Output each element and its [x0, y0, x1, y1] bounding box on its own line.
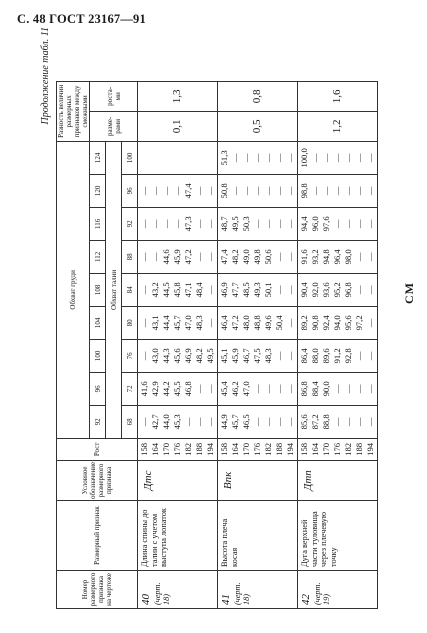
value: 44,6 — [160, 249, 171, 265]
value: 94,0 — [331, 315, 342, 331]
chest-size-108: 108 — [90, 273, 106, 306]
height-list — [218, 438, 298, 460]
height-value: 158 — [139, 442, 150, 456]
height-value: 158 — [219, 442, 230, 456]
value: — — [139, 417, 150, 427]
value: 100,0 — [299, 148, 310, 168]
value: 49,3 — [251, 282, 262, 298]
value: 45,4 — [219, 381, 230, 397]
value: 43,0 — [150, 348, 161, 364]
value: 51,3 — [219, 150, 230, 166]
value: 49,6 — [262, 315, 273, 331]
value: 45,5 — [171, 381, 182, 397]
value: 46,8 — [182, 381, 193, 397]
value: 47,0 — [182, 315, 193, 331]
value: 49,0 — [240, 249, 251, 265]
value: 50,8 — [219, 183, 230, 199]
value: — — [353, 186, 364, 196]
value: 42,7 — [150, 414, 161, 430]
value: 94,4 — [299, 216, 310, 232]
value: — — [273, 417, 284, 427]
waist-size-80: 80 — [122, 306, 138, 339]
height-value: 176 — [331, 442, 342, 456]
value-cell — [298, 240, 378, 273]
value: 44,2 — [160, 381, 171, 397]
value: 46,9 — [219, 282, 230, 298]
table-row — [298, 81, 378, 608]
chest-size-112: 112 — [90, 240, 106, 273]
value: 92,4 — [320, 315, 331, 331]
height-list — [298, 438, 378, 460]
value: 48,8 — [251, 315, 262, 331]
value: — — [273, 186, 284, 196]
height-value: 170 — [160, 442, 171, 456]
value: — — [364, 153, 375, 163]
height-value: 170 — [320, 442, 331, 456]
value: 92,0 — [310, 282, 321, 298]
value: 47,0 — [240, 381, 251, 397]
col-num-header: Номер размерного признака на чертеже — [57, 571, 138, 609]
value — [206, 143, 217, 173]
value-cell — [138, 240, 218, 273]
value: — — [310, 153, 321, 163]
value-cell — [138, 174, 218, 207]
value: 47,2 — [182, 249, 193, 265]
value: 91,6 — [299, 249, 310, 265]
value-cell — [218, 141, 298, 174]
feature-name: Длина спины до талии с учетом выступа лопаток — [138, 501, 218, 571]
waist-size-76: 76 — [122, 339, 138, 372]
chest-size-96: 96 — [90, 372, 106, 405]
value: — — [320, 153, 331, 163]
value: — — [284, 186, 295, 196]
value: — — [171, 186, 182, 196]
value: 95,6 — [342, 315, 353, 331]
value: 47,5 — [251, 348, 262, 364]
value: 96,8 — [342, 282, 353, 298]
sm-label: СМ — [402, 282, 416, 304]
value: — — [284, 351, 295, 361]
value: — — [139, 351, 150, 361]
value: — — [273, 219, 284, 229]
value: 47,4 — [182, 183, 193, 199]
value: — — [204, 384, 215, 394]
feature-name: Высота плеча косая — [218, 501, 298, 571]
height-value: 170 — [240, 442, 251, 456]
value: — — [193, 252, 204, 262]
value: 46,7 — [240, 348, 251, 364]
value: 50,3 — [240, 216, 251, 232]
value: 86,4 — [299, 348, 310, 364]
value: 44,4 — [160, 315, 171, 331]
value: — — [273, 384, 284, 394]
value: 47,4 — [219, 249, 230, 265]
value: — — [310, 186, 321, 196]
value: — — [171, 219, 182, 229]
feature-symbol: Впк — [218, 460, 298, 500]
height-value: 176 — [251, 442, 262, 456]
value: — — [353, 285, 364, 295]
value: — — [364, 219, 375, 229]
value: 97,2 — [353, 315, 364, 331]
value: 45,6 — [171, 348, 182, 364]
height-value: 182 — [342, 442, 353, 456]
value: 50,1 — [262, 282, 273, 298]
height-value: 164 — [310, 442, 321, 456]
value: 47,2 — [230, 315, 241, 331]
feature-name: Дуга верхней части туловища через плечевую точку — [298, 501, 378, 571]
value: — — [331, 384, 342, 394]
height-value: 182 — [262, 442, 273, 456]
table-row — [218, 81, 298, 608]
value: — — [150, 186, 161, 196]
col-symbol-header: Условное обозначение размерного признака — [57, 460, 138, 500]
drawing-ref: (черт. 19) — [312, 582, 332, 605]
value: 86,8 — [299, 381, 310, 397]
feature-number — [298, 571, 378, 609]
feature-number-value: 40 — [140, 594, 153, 605]
value: 44,3 — [160, 348, 171, 364]
value-cell — [138, 207, 218, 240]
value: 50,6 — [262, 249, 273, 265]
value: — — [193, 417, 204, 427]
chest-size-124: 124 — [90, 141, 106, 174]
value: 45,7 — [230, 414, 241, 430]
value: 48,2 — [230, 249, 241, 265]
value: 48,3 — [193, 315, 204, 331]
waist-size-96: 96 — [122, 174, 138, 207]
value: 88,8 — [320, 414, 331, 430]
value — [151, 143, 162, 173]
value: 95,2 — [331, 282, 342, 298]
chest-size-100: 100 — [90, 339, 106, 372]
value: — — [273, 252, 284, 262]
feature-number — [138, 571, 218, 609]
value: 44,9 — [219, 414, 230, 430]
value: — — [364, 285, 375, 295]
value: 44,5 — [160, 282, 171, 298]
height-value: 158 — [299, 442, 310, 456]
value: — — [204, 417, 215, 427]
value: 96,4 — [331, 249, 342, 265]
value-cell — [298, 405, 378, 438]
chest-size-120: 120 — [90, 174, 106, 207]
girth-chest-header: Обхват груди — [57, 141, 90, 438]
diff-heights-header: роста-ми — [90, 81, 138, 111]
diff-sizes-header: разме-рами — [90, 111, 138, 141]
value: — — [204, 285, 215, 295]
value: — — [262, 219, 273, 229]
value: 45,1 — [219, 348, 230, 364]
value: — — [230, 153, 241, 163]
value: — — [204, 252, 215, 262]
value: 48,7 — [219, 216, 230, 232]
value: 45,8 — [171, 282, 182, 298]
value — [173, 143, 184, 173]
value: 91,2 — [331, 348, 342, 364]
value: 87,2 — [310, 414, 321, 430]
value: — — [262, 186, 273, 196]
value-cell — [218, 405, 298, 438]
diff-heights-value: 1,6 — [298, 81, 378, 111]
value: — — [139, 219, 150, 229]
value: — — [284, 219, 295, 229]
value: — — [251, 417, 262, 427]
drawing-ref: (черт. 18) — [152, 582, 172, 605]
value: 49,5 — [230, 216, 241, 232]
value: — — [353, 153, 364, 163]
height-value: 176 — [171, 442, 182, 456]
value: — — [353, 351, 364, 361]
value-cell — [138, 306, 218, 339]
height-value: 188 — [273, 442, 284, 456]
value: 50,4 — [273, 315, 284, 331]
value: 45,7 — [171, 315, 182, 331]
value: 44,0 — [160, 414, 171, 430]
waist-size-100: 100 — [122, 141, 138, 174]
value-cell — [218, 240, 298, 273]
value: 90,0 — [320, 381, 331, 397]
value: — — [262, 153, 273, 163]
value: 94,8 — [320, 249, 331, 265]
value-cell — [298, 207, 378, 240]
value: 93,6 — [320, 282, 331, 298]
value: — — [284, 417, 295, 427]
value-cell — [218, 372, 298, 405]
value: — — [353, 384, 364, 394]
height-value: 194 — [284, 442, 295, 456]
value: — — [262, 384, 273, 394]
value: — — [193, 219, 204, 229]
value: — — [342, 186, 353, 196]
value: 49,8 — [251, 249, 262, 265]
diff-sizes-value: 0,1 — [138, 111, 218, 141]
value: — — [182, 417, 193, 427]
value: 90,4 — [299, 282, 310, 298]
diff-sizes-value: 1,2 — [298, 111, 378, 141]
value: — — [262, 417, 273, 427]
value: 43,1 — [150, 315, 161, 331]
feature-number-value: 41 — [220, 594, 233, 605]
value: 93,2 — [310, 249, 321, 265]
chest-size-92: 92 — [90, 405, 106, 438]
value: 45,9 — [171, 249, 182, 265]
value: 46,5 — [240, 414, 251, 430]
value-cell — [298, 273, 378, 306]
height-value: 164 — [230, 442, 241, 456]
value: — — [284, 252, 295, 262]
value: — — [284, 384, 295, 394]
height-value: 194 — [204, 442, 215, 456]
value: — — [273, 285, 284, 295]
value: — — [240, 186, 251, 196]
value-cell — [218, 306, 298, 339]
col-height-header: Рост — [57, 438, 138, 460]
value-cell — [138, 339, 218, 372]
waist-size-84: 84 — [122, 273, 138, 306]
value-cell — [298, 141, 378, 174]
value: — — [342, 417, 353, 427]
value: — — [331, 417, 342, 427]
value: — — [251, 219, 262, 229]
waist-size-92: 92 — [122, 207, 138, 240]
continuation-label: Продолжение табл. 11 — [40, 27, 51, 125]
value: 92,8 — [342, 348, 353, 364]
value: — — [364, 417, 375, 427]
value: — — [364, 186, 375, 196]
value: — — [240, 153, 251, 163]
col-name-header: Размерный признак — [57, 501, 138, 571]
value: — — [320, 186, 331, 196]
feature-number-value: 42 — [300, 594, 313, 605]
value: 88,0 — [310, 348, 321, 364]
value: — — [353, 252, 364, 262]
value: 89,2 — [299, 315, 310, 331]
value: 47,7 — [230, 282, 241, 298]
value: 47,1 — [182, 282, 193, 298]
value-cell — [298, 306, 378, 339]
value: — — [139, 318, 150, 328]
value: 98,0 — [342, 249, 353, 265]
feature-number — [218, 571, 298, 609]
value: — — [364, 252, 375, 262]
value: 45,9 — [230, 348, 241, 364]
value: 90,8 — [310, 315, 321, 331]
value: 48,4 — [193, 282, 204, 298]
value: 46,2 — [230, 381, 241, 397]
value: 48,3 — [262, 348, 273, 364]
value: 47,3 — [182, 216, 193, 232]
value — [162, 143, 173, 173]
value: — — [353, 219, 364, 229]
value: — — [139, 186, 150, 196]
value: — — [331, 219, 342, 229]
rotated-content — [34, 23, 416, 609]
value: — — [284, 285, 295, 295]
waist-size-72: 72 — [122, 372, 138, 405]
value: — — [331, 186, 342, 196]
table-row — [138, 81, 218, 608]
value: 89,6 — [320, 348, 331, 364]
height-value: 164 — [150, 442, 161, 456]
chest-size-116: 116 — [90, 207, 106, 240]
value: — — [284, 153, 295, 163]
feature-symbol: Дтс — [138, 460, 218, 500]
value: — — [193, 384, 204, 394]
value — [140, 143, 151, 173]
value-cell — [218, 339, 298, 372]
value: 48,5 — [240, 282, 251, 298]
value-cell — [218, 273, 298, 306]
diff-group-header: Разность величин размерных признаков между смежными — [57, 81, 90, 141]
value — [195, 143, 206, 173]
value: — — [364, 318, 375, 328]
value: 48,2 — [193, 348, 204, 364]
diff-heights-value: 0,8 — [218, 81, 298, 111]
chest-size-104: 104 — [90, 306, 106, 339]
value: — — [251, 186, 262, 196]
value: — — [331, 153, 342, 163]
value-cell — [298, 372, 378, 405]
height-value: 182 — [182, 442, 193, 456]
height-value: 188 — [193, 442, 204, 456]
value-cell — [298, 174, 378, 207]
value-cell — [138, 405, 218, 438]
value: — — [342, 384, 353, 394]
value: — — [364, 351, 375, 361]
value-cell — [298, 339, 378, 372]
value: — — [273, 153, 284, 163]
value: 46,9 — [182, 348, 193, 364]
height-list — [138, 438, 218, 460]
value: 98,8 — [299, 183, 310, 199]
height-value: 188 — [353, 442, 364, 456]
value: — — [160, 219, 171, 229]
drawing-ref: (черт. 18) — [232, 582, 252, 605]
value: — — [364, 384, 375, 394]
waist-size-68: 68 — [122, 405, 138, 438]
page-header: С. 48 ГОСТ 23167—91 — [17, 12, 146, 26]
value: — — [230, 186, 241, 196]
value: 97,6 — [320, 216, 331, 232]
value: 48,0 — [240, 315, 251, 331]
value: — — [251, 153, 262, 163]
feature-symbol: Дтп — [298, 460, 378, 500]
value-cell — [138, 372, 218, 405]
value: — — [204, 219, 215, 229]
value: — — [284, 318, 295, 328]
value: 96,0 — [310, 216, 321, 232]
value: — — [160, 186, 171, 196]
value: — — [273, 351, 284, 361]
value: — — [150, 252, 161, 262]
value-cell — [138, 141, 218, 174]
value — [184, 143, 195, 173]
value: 49,5 — [204, 348, 215, 364]
value: 43,2 — [150, 282, 161, 298]
value: — — [139, 285, 150, 295]
waist-size-88: 88 — [122, 240, 138, 273]
value: — — [139, 252, 150, 262]
value: — — [150, 219, 161, 229]
value: 42,9 — [150, 381, 161, 397]
value: 46,4 — [219, 315, 230, 331]
value: — — [204, 318, 215, 328]
value-cell — [138, 273, 218, 306]
value: — — [251, 384, 262, 394]
measurement-table — [56, 81, 378, 609]
value-cell — [218, 207, 298, 240]
height-value: 194 — [364, 442, 375, 456]
value: 88,4 — [310, 381, 321, 397]
value-cell — [218, 174, 298, 207]
diff-sizes-value: 0,5 — [218, 111, 298, 141]
value: — — [193, 186, 204, 196]
value: 85,6 — [299, 414, 310, 430]
value: — — [204, 186, 215, 196]
girth-waist-header: Обхват талии — [106, 141, 122, 438]
value: — — [342, 153, 353, 163]
value: — — [342, 219, 353, 229]
value: 41,6 — [139, 381, 150, 397]
value: 45,3 — [171, 414, 182, 430]
diff-heights-value: 1,3 — [138, 81, 218, 111]
value: — — [353, 417, 364, 427]
